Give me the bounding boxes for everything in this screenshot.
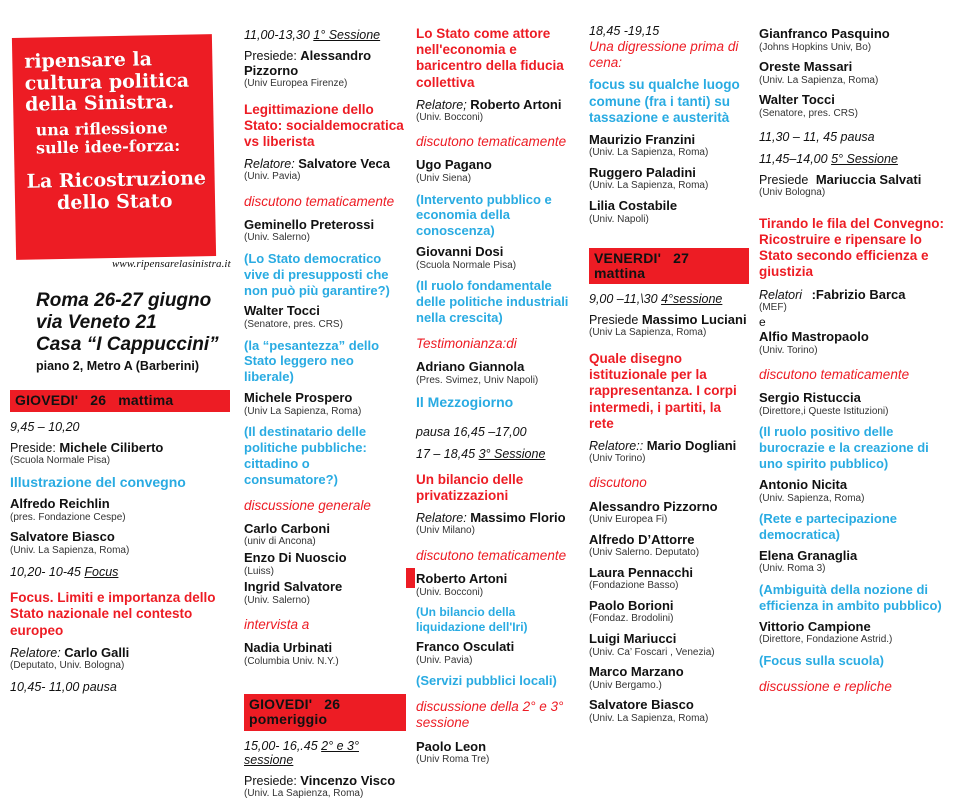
affiliation: (Univ. Napoli): [589, 213, 649, 225]
time-slot: [10, 565, 230, 579]
speaker-name: Alfio Mastropaolo: [759, 329, 869, 345]
day-number: 27: [673, 250, 690, 267]
time-slot: 10,45- 11,00 pausa: [10, 680, 117, 695]
speaker-entry: [416, 639, 580, 689]
session-chair: [10, 440, 230, 455]
speaker-role-line: [759, 287, 954, 302]
time-slot: [244, 739, 406, 767]
speaker-topic: (Un bilancio della liquidazione dell'Iri): [416, 605, 528, 634]
chair-name: Mariuccia Salvati: [815, 172, 922, 188]
speaker-name: Mario Dogliani: [646, 437, 737, 453]
session-label: 1° Sessione: [313, 28, 381, 42]
speaker-topic: Il Mezzogiorno: [416, 394, 514, 411]
speaker-entry: [244, 390, 406, 488]
pause-slot: pausa 16,45 –17,00: [416, 424, 527, 439]
affiliation: (Univ La Sapienza, Roma): [244, 405, 362, 417]
day-part: pomeriggio: [249, 711, 328, 728]
venue-access: piano 2, Metro A (Barberini): [36, 358, 199, 373]
affiliation: (pres. Fondazione Cespe): [10, 511, 126, 523]
time-slot: [589, 292, 749, 306]
affiliation: (Univ. Torino): [759, 344, 818, 356]
speaker-topic: (Ambiguità della nozione di efficienza in ambito pubblico): [759, 581, 942, 613]
day-number: 26: [90, 392, 107, 408]
speaker-topic: (Servizi pubblici locali): [416, 673, 557, 689]
affiliation: (Johns Hopkins Univ, Bo): [759, 41, 872, 53]
column-2: [240, 0, 410, 805]
session-label: 4°sessione: [661, 292, 723, 307]
hero-theme-line1: La Ricostruzione: [26, 167, 207, 194]
column-3: [412, 0, 584, 772]
discussion-label: discussione generale: [244, 497, 371, 513]
speaker-name: Lilia Costabile: [589, 197, 678, 213]
speaker-name: Luigi Mariucci: [589, 630, 677, 646]
discussion-label: discutono tematicamente: [759, 367, 910, 383]
venue-place: Casa “I Cappuccini”: [36, 334, 219, 356]
affiliation: (Univ. Ca’ Foscari , Venezia): [589, 646, 715, 658]
speaker-name: Paolo Borioni: [589, 597, 674, 613]
speaker-name: Alessandro Pizzorno: [589, 498, 718, 514]
affiliation: (Univ. La Sapienza, Roma): [10, 544, 130, 556]
discussion-label: discutono: [589, 475, 647, 491]
affiliation: (Univ Siena): [416, 173, 472, 185]
speaker-name: Salvatore Biasco: [589, 697, 694, 713]
affiliation: (Fondazione Basso): [589, 580, 679, 592]
testimony-label: Testimonianza:di: [416, 335, 517, 351]
hero-title-line1: ripensare la cultura politica della Sinistra.: [24, 48, 190, 117]
affiliation: (Pres. Svimez, Univ Napoli): [416, 374, 539, 386]
affiliation: (Scuola Normale Pisa): [10, 454, 111, 466]
speaker-name: Nadia Urbinati: [244, 640, 333, 656]
column-4: [585, 0, 753, 730]
speaker-topic: (Il ruolo fondamentale delle politiche industriali nella crescita): [416, 278, 569, 325]
day-banner-thursday-afternoon: [244, 694, 406, 730]
affiliation: (MEF): [759, 301, 787, 313]
section-heading-red: Un bilancio delle privatizzazioni: [416, 471, 524, 504]
day-label: GIOVEDI': [15, 392, 79, 408]
role-label: Relatore;: [416, 97, 467, 112]
speaker-entry: [416, 244, 580, 326]
chair-name: Alessandro Pizzorno: [244, 48, 372, 78]
chair-name: Vincenzo Visco: [300, 772, 396, 788]
column-1: [0, 0, 236, 700]
speaker-name: Walter Tocci: [759, 92, 835, 108]
speaker-topic: (Intervento pubblico e economia della conoscenza): [416, 191, 552, 239]
hero-theme-line2: dello Stato: [56, 190, 173, 215]
affiliation: (Univ. Sapienza, Roma): [759, 492, 865, 504]
venue-date: Roma 26-27 giugno: [36, 290, 212, 311]
day-part: mattima: [118, 392, 174, 408]
affiliation: (Univ. Bocconi): [416, 586, 484, 598]
speaker-entry: [759, 477, 954, 543]
affiliation: (univ di Ancona): [244, 536, 316, 548]
affiliation: (Univ Bologna): [759, 187, 826, 199]
speaker-name: Alfredo Reichlin: [10, 495, 110, 511]
session-label: 3° Sessione: [478, 446, 546, 461]
discussion-label: discutono tematicamente: [416, 547, 567, 563]
chair-label: Presiede:: [244, 49, 297, 63]
affiliation: (Univ. Pavia): [416, 654, 473, 666]
chair-name: Michele Ciliberto: [59, 439, 164, 455]
affiliation: (Luiss): [244, 565, 275, 577]
speaker-name: Carlo Carboni: [244, 520, 330, 536]
discussion-label: discutono tematicamente: [416, 134, 567, 150]
speaker-name: Maurizio Franzini: [589, 131, 696, 147]
speaker-entry: [759, 619, 954, 669]
speaker-name: Massimo Florio: [470, 510, 566, 526]
speaker-name: Ugo Pagano: [416, 157, 492, 173]
speaker-name: Michele Prospero: [244, 390, 353, 406]
time-slot: [244, 28, 406, 42]
speaker-name: Antonio Nicita: [759, 476, 848, 492]
hero-subtitle: una riflessione sulle idee-forza:: [35, 117, 181, 158]
affiliation: (Univ. Salerno): [244, 594, 310, 606]
speaker-name: Vittorio Campione: [759, 618, 871, 634]
interview-label: intervista a: [244, 617, 310, 633]
chair-label: Presiede: [589, 313, 639, 328]
speaker-name: Enzo Di Nuoscio: [244, 549, 347, 565]
affiliation: (Univ. Roma 3): [759, 563, 826, 575]
role-label: Relatore:: [244, 157, 295, 172]
speaker-name: Carlo Galli: [64, 644, 130, 660]
speaker-name: Elena Granaglia: [759, 547, 858, 563]
speaker-entry: [244, 217, 406, 299]
section-heading-red: Tirando le fila del Convegno: Ricostruire e ripensare lo Stato secondo efficienza e giustizia: [759, 215, 945, 280]
speaker-name: Sergio Ristuccia: [759, 390, 861, 406]
speaker-name: Giovanni Dosi: [416, 244, 504, 260]
affiliation: (Univ Bergamo.): [589, 679, 662, 691]
speaker-topic: (Il destinatario delle politiche pubbliche: cittadino o consumatore?): [244, 424, 367, 487]
speaker-name: Adriano Giannola: [416, 358, 525, 374]
role-label: Relatore:: [416, 511, 467, 526]
affiliation: (Univ Milano): [416, 525, 475, 537]
speaker-topic: (Focus sulla scuola): [759, 652, 884, 668]
time-range: 11,00-13,30: [244, 28, 314, 42]
affiliation: (Univ La Sapienza, Roma): [589, 327, 707, 339]
affiliation: (Univ. La Sapienza, Roma): [589, 712, 709, 724]
role-label: Relatori: [759, 287, 803, 302]
speaker-name: Walter Tocci: [244, 303, 320, 319]
affiliation: (Direttore,i Queste Istituzioni): [759, 405, 889, 417]
speaker-name: Geminello Preterossi: [244, 216, 375, 232]
affiliation: (Univ Roma Tre): [416, 754, 490, 766]
speaker-entry: [759, 548, 954, 614]
affiliation: (Univ. Pavia): [244, 171, 301, 183]
speaker-name: Laura Pennacchi: [589, 564, 694, 580]
discussion-label: discutono tematicamente: [244, 193, 395, 209]
speaker-role-line: [589, 438, 749, 453]
speaker-entry: [759, 390, 954, 472]
speaker-name: Paolo Leon: [416, 738, 487, 754]
speaker-entry: [244, 303, 406, 385]
chair-label: Presiede: [759, 173, 809, 188]
affiliation: (Univ Europea Fi): [589, 514, 668, 526]
speaker-name: Alfredo D’Attorre: [589, 531, 695, 547]
session-label: 2° e 3° sessione: [244, 738, 359, 767]
time-range: 11,45–14,00: [759, 152, 832, 167]
speaker-name: Roberto Artoni: [416, 570, 508, 586]
venue-street: via Veneto 21: [36, 312, 157, 334]
affiliation: (Univ Torino): [589, 452, 646, 464]
speaker-name: Oreste Massari: [759, 59, 853, 75]
affiliation: (Deputato, Univ. Bologna): [10, 659, 125, 671]
speaker-role-line: [416, 510, 580, 525]
affiliation: (Univ. Salerno): [244, 232, 310, 244]
affiliation: (Senatore, pres. CRS): [244, 319, 343, 331]
speaker-topic: (la “pesantezza” dello Stato leggero neo liberale): [244, 337, 380, 385]
speaker-name: Gianfranco Pasquino: [759, 26, 890, 41]
time-range: 9,00 –11,\30: [589, 292, 662, 307]
speaker-topic: (Il ruolo positivo delle burocrazie e la creazione di uno spirito pubblico): [759, 424, 929, 472]
speaker-name: Salvatore Biasco: [10, 529, 115, 545]
section-heading-red: Quale disegno istituzionale per la rappresentanza. I corpi intermedi, i partiti, la rete: [589, 350, 737, 431]
website-url[interactable]: www.ripensarelasinistra.it: [112, 258, 231, 270]
session-chair: [589, 312, 749, 327]
affiliation: (Univ. La Sapienza, Roma): [589, 147, 709, 159]
digression-label: Una digressione prima di cena:: [589, 39, 739, 71]
speaker-role-line: [10, 645, 230, 660]
speaker-role-line: [416, 97, 580, 112]
time-slot: [416, 447, 580, 461]
section-heading-red: Focus. Limiti e importanza dello Stato nazionale nel contesto europeo: [10, 590, 216, 638]
time-slot: 9,45 – 10,20: [10, 419, 80, 434]
affiliation: (Univ. La Sapienza, Roma): [589, 180, 709, 192]
affiliation: (Univ Salerno. Deputato): [589, 547, 700, 559]
affiliation: (Univ. La Sapienza, Roma): [759, 74, 879, 86]
affiliation: (Direttore, Fondazione Astrid.): [759, 634, 893, 646]
day-banner-thursday-morning: [10, 390, 230, 412]
speaker-entry: [416, 571, 580, 634]
section-heading-red: Lo Stato come attore nell'economia e baricentro della fiducia collettiva: [416, 26, 564, 90]
speaker-entry: [416, 157, 580, 239]
day-label: GIOVEDI': [249, 696, 313, 713]
day-banner-friday-morning: [589, 248, 749, 284]
chair-name: Massimo Luciani: [641, 312, 747, 328]
chair-label: Preside:: [10, 440, 56, 455]
speaker-topic: (Lo Stato democratico vive di presupposti che non può più garantire?): [244, 250, 390, 298]
speaker-name: Ingrid Salvatore: [244, 579, 343, 594]
affiliation: (Scuola Normale Pisa): [416, 259, 517, 271]
pause-slot: 11,30 – 11, 45 pausa: [759, 130, 875, 145]
day-part: mattina: [594, 264, 646, 281]
day-label: VENERDI': [594, 250, 662, 267]
section-heading-red: Legittimazione dello Stato: socialdemocratica vs liberista: [244, 101, 404, 149]
day-number: 26: [324, 696, 341, 713]
time-slot: 18,45 -19,15: [589, 24, 660, 38]
red-marker-decoration: [406, 568, 415, 588]
affiliation: (Univ. La Sapienza, Roma): [244, 787, 364, 799]
speaker-name: Roberto Artoni: [470, 96, 562, 112]
affiliation: (Univ. Bocconi): [416, 111, 484, 123]
session-chair: [244, 773, 406, 788]
session-label: 5° Sessione: [831, 152, 898, 167]
time-range: 10,20- 10-45: [10, 565, 85, 580]
conjunction: e: [759, 315, 766, 330]
session-chair: [244, 48, 406, 78]
session-label: Focus: [84, 565, 119, 580]
role-label: Relatore:: [10, 645, 61, 660]
affiliation: (Fondaz. Brodolini): [589, 613, 674, 625]
chair-label: Presiede:: [244, 773, 297, 788]
speaker-role-line: [244, 156, 406, 171]
speaker-name: Marco Marzano: [589, 664, 684, 680]
session-chair: [759, 172, 954, 187]
time-range: 15,00- 16,.45: [244, 738, 322, 753]
affiliation: (Senatore, pres. CRS): [759, 107, 858, 119]
closing-label: discussione e repliche: [759, 678, 892, 694]
section-heading-blue: Illustrazione del convegno: [10, 474, 186, 491]
section-heading-blue: focus su qualche luogo comune (fra i tanti) su tassazione e austerità: [589, 77, 740, 126]
time-slot: [759, 152, 954, 166]
time-range: 17 – 18,45: [416, 446, 479, 461]
role-label: Relatore::: [589, 438, 644, 453]
speaker-name: :Fabrizio Barca: [811, 286, 906, 302]
column-5: [755, 0, 960, 702]
speaker-name: Ruggero Paladini: [589, 164, 696, 180]
speaker-name: Franco Osculati: [416, 639, 515, 655]
speaker-name: Salvatore Veca: [298, 156, 391, 172]
affiliation: (Columbia Univ. N.Y.): [244, 655, 339, 667]
speaker-topic: (Rete e partecipazione democratica): [759, 511, 897, 542]
discussion-label: discussione della 2° e 3° sessione: [416, 699, 564, 731]
affiliation: (Univ Europea Firenze): [244, 78, 348, 89]
